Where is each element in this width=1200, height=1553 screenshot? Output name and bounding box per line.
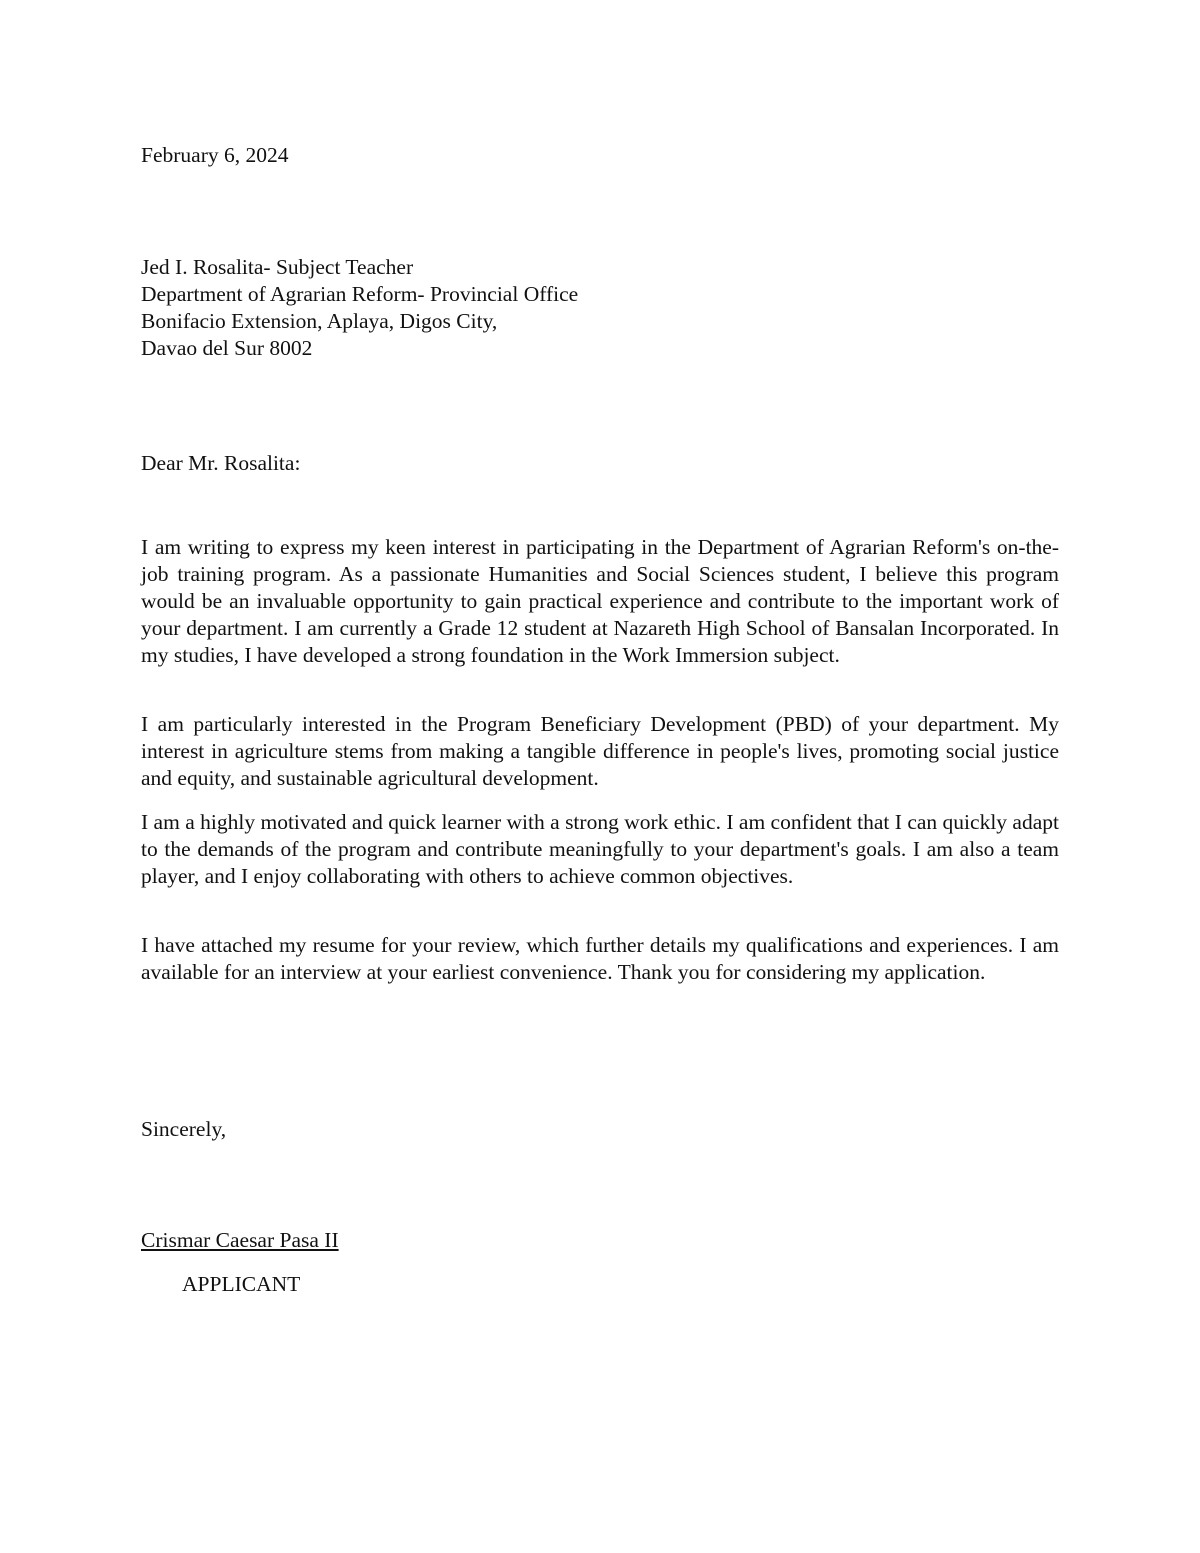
body-paragraph-1: I am writing to express my keen interest in participating in the Department of Agrarian Reform's on-the-job training program. As a passionate Humanities and Social Sciences student, I believe this program would be an invaluable opportunity to gain practical experience and contribute to the important work of your department. I am currently a Grade 12 student at Nazareth High School of Bansalan Incorporated. In my studies, I have developed a strong foundation in the Work Immersion subject. xyxy=(141,535,1059,667)
recipient-province-line: Davao del Sur 8002 xyxy=(141,336,313,360)
closing: Sincerely, xyxy=(141,1117,227,1141)
signature-name: Crismar Caesar Pasa II xyxy=(141,1228,339,1252)
body-paragraph-4: I have attached my resume for your review, which further details my qualifications and experiences. I am available for an interview at your earliest convenience. Thank you for considering my application. xyxy=(141,933,1059,984)
recipient-name-line: Jed I. Rosalita- Subject Teacher xyxy=(141,255,414,279)
body-paragraph-3: I am a highly motivated and quick learner with a strong work ethic. I am confident that I can quickly adapt to the demands of the program and contribute meaningfully to your department's goals. I am also a team player, and I enjoy collaborating with others to achieve common objectives. xyxy=(141,810,1059,888)
letter-date: February 6, 2024 xyxy=(141,143,289,167)
signature-title: APPLICANT xyxy=(182,1272,301,1296)
salutation: Dear Mr. Rosalita: xyxy=(141,451,301,475)
recipient-office-line: Department of Agrarian Reform- Provincial Office xyxy=(141,282,579,306)
recipient-address xyxy=(141,254,1059,362)
body-paragraph-2: I am particularly interested in the Program Beneficiary Development (PBD) of your department. My interest in agriculture stems from making a tangible difference in people's lives, promoting social justice and equity, and sustainable agricultural development. xyxy=(141,712,1059,790)
recipient-street-line: Bonifacio Extension, Aplaya, Digos City, xyxy=(141,309,498,333)
